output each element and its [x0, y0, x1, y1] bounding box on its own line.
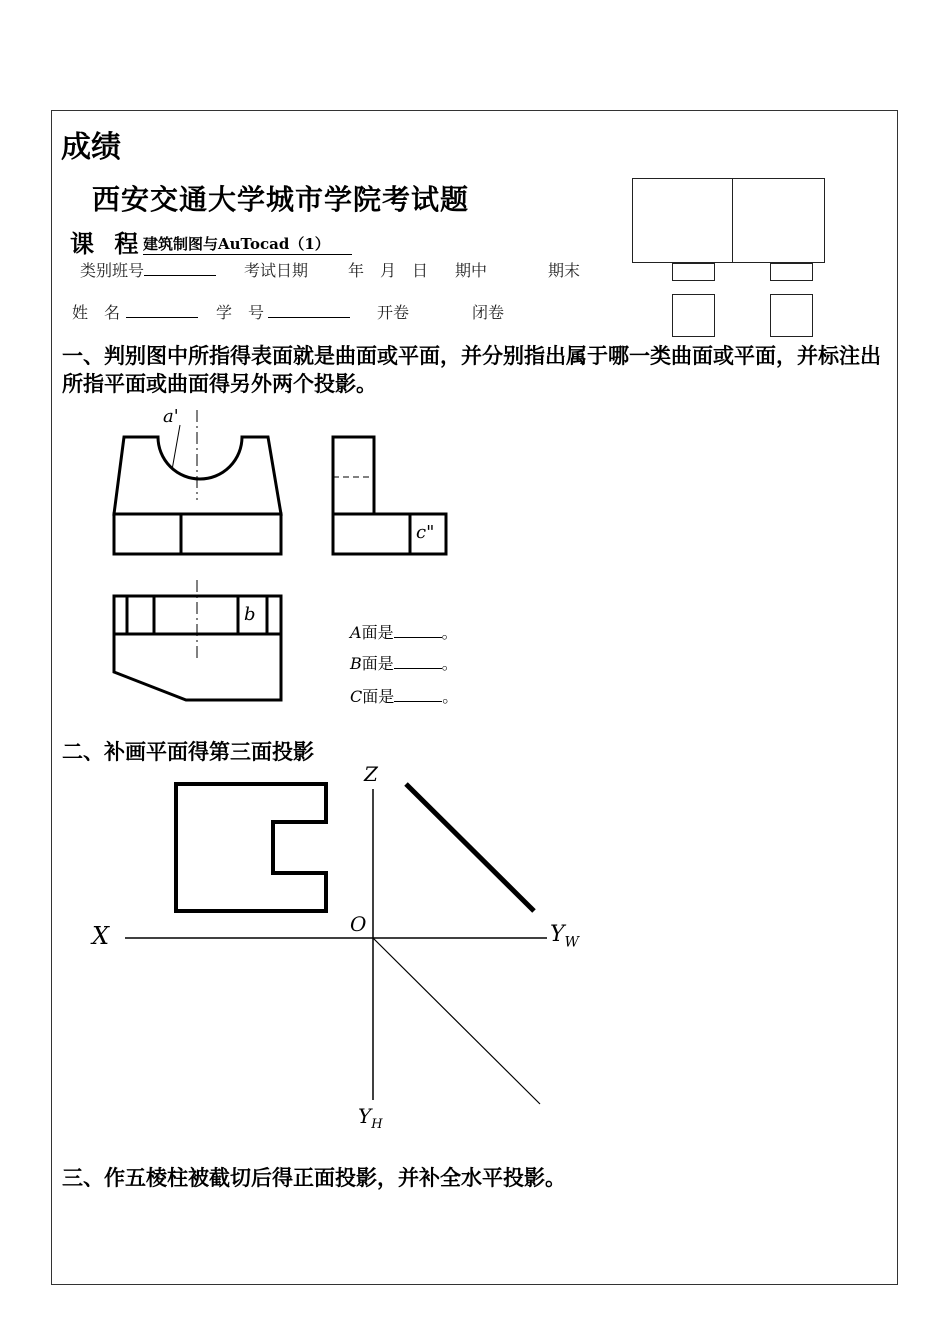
- course-label: 课 程: [70, 229, 145, 258]
- plane-front-projection: [176, 784, 326, 911]
- answer-c-letter: C: [350, 687, 363, 706]
- a-leader-line: [172, 425, 180, 470]
- answer-a-letter: A: [350, 623, 362, 642]
- class-number-label: 类别班号: [80, 261, 145, 280]
- origin-label: O: [350, 912, 367, 936]
- answer-a-end: 。: [441, 623, 458, 642]
- score-label: 成绩: [61, 130, 121, 165]
- answer-b-blank[interactable]: [394, 654, 442, 669]
- answer-b-end: 。: [441, 654, 458, 673]
- answer-a: [350, 620, 458, 643]
- answer-c: [350, 684, 458, 707]
- question-2: 二、补画平面得第三面投影: [62, 739, 314, 764]
- answer-b: [350, 651, 458, 674]
- answer-a-text: 面是: [361, 623, 394, 642]
- course-name: 建筑制图与AuTocad（1）: [143, 233, 352, 255]
- open-book-label: 开卷: [377, 303, 410, 322]
- axis-yh-label: [358, 1104, 383, 1132]
- exam-date-units: 年 月 日: [348, 261, 429, 280]
- axis-yw-subscript: W: [564, 934, 579, 951]
- answer-c-text: 面是: [362, 687, 395, 706]
- answer-c-end: 。: [442, 687, 459, 706]
- label-b: b: [244, 604, 256, 625]
- midterm-label: 期中: [455, 261, 488, 280]
- miter-line: [373, 938, 540, 1104]
- figure-2-drawing: [125, 784, 547, 1104]
- axis-yh-letter: Y: [358, 1104, 372, 1128]
- front-view-base: [114, 514, 281, 554]
- label-c-double-prime: c": [416, 522, 435, 543]
- question-1: 一、判别图中所指得表面就是曲面或平面，并分别指出属于哪一类曲面或平面，并标注出所指平面或曲面得另外两个投影。: [62, 343, 881, 396]
- closed-book-label: 闭卷: [472, 303, 505, 322]
- axis-yw-label: [550, 922, 579, 950]
- answer-a-blank[interactable]: [394, 623, 442, 638]
- answer-c-blank[interactable]: [394, 687, 442, 702]
- answer-b-letter: B: [350, 654, 362, 673]
- exam-date-label: 考试日期: [244, 261, 309, 280]
- final-label: 期末: [548, 261, 581, 280]
- exam-title: 西安交通大学城市学院考试题: [92, 183, 470, 216]
- axis-z-label: Z: [364, 762, 378, 786]
- axis-yh-subscript: H: [371, 1117, 383, 1132]
- plane-side-projection: [406, 784, 534, 911]
- label-a-prime: a': [163, 406, 179, 427]
- question-3: 三、作五棱柱被截切后得正面投影，并补全水平投影。: [62, 1165, 566, 1190]
- name-label: 姓 名: [72, 303, 121, 322]
- axis-x-label: X: [92, 922, 110, 950]
- axis-yw-letter: Y: [550, 922, 565, 947]
- student-number-label: 学 号: [216, 303, 265, 322]
- answer-b-text: 面是: [361, 654, 394, 673]
